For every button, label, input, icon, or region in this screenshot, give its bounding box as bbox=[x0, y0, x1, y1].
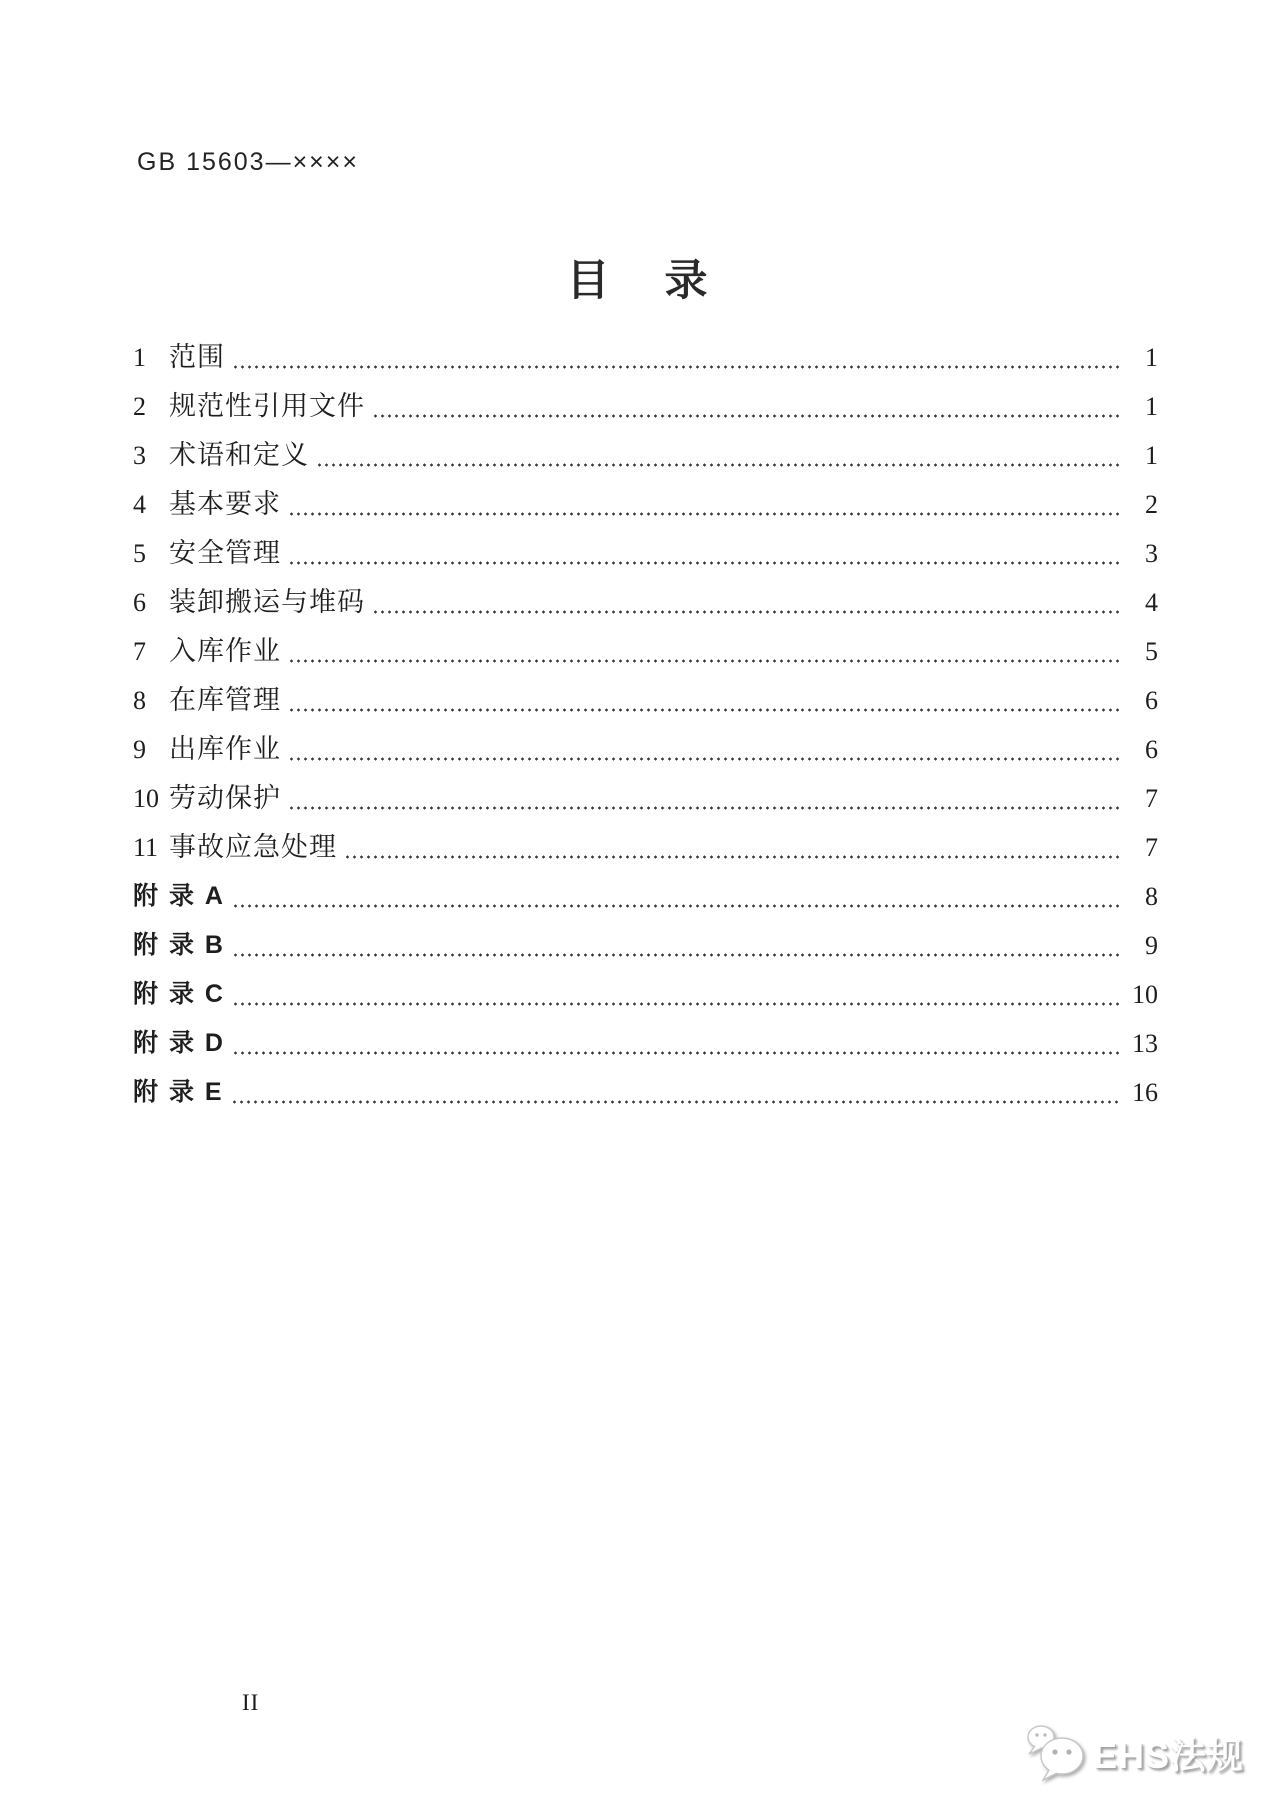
toc-entry[interactable] bbox=[133, 725, 1158, 774]
toc-entry-label: 术语和定义 bbox=[169, 440, 309, 470]
toc-entry[interactable] bbox=[133, 578, 1158, 627]
toc-entry-page: 3 bbox=[1145, 539, 1158, 568]
toc-entry-page: 5 bbox=[1145, 637, 1158, 666]
toc-entry-label: 在库管理 bbox=[169, 685, 281, 715]
toc-entry-page: 6 bbox=[1145, 686, 1158, 715]
toc-entry-label: 安全管理 bbox=[169, 538, 281, 568]
toc-entry-label: 装卸搬运与堆码 bbox=[169, 587, 365, 617]
watermark bbox=[1026, 1724, 1244, 1782]
toc-dot-leader bbox=[344, 855, 1120, 859]
toc-entry-label: 范围 bbox=[169, 342, 225, 372]
toc-entry-page: 8 bbox=[1145, 882, 1158, 911]
toc-entry[interactable] bbox=[133, 774, 1158, 823]
toc-title: 目 录 bbox=[566, 257, 714, 305]
toc-entry[interactable] bbox=[133, 529, 1158, 578]
toc-dot-leader bbox=[316, 463, 1120, 467]
toc-entry-number: 6 bbox=[133, 588, 146, 617]
toc-dot-leader bbox=[288, 561, 1120, 565]
toc-dot-leader bbox=[288, 757, 1120, 761]
toc-entry-number: 7 bbox=[133, 637, 146, 666]
toc-entry-number: 5 bbox=[133, 539, 146, 568]
toc-dot-leader bbox=[231, 1100, 1120, 1104]
watermark-text: EHS法规 bbox=[1092, 1734, 1244, 1776]
toc-entry-label: 附 录 A bbox=[133, 882, 225, 910]
toc-entry-number: 10 bbox=[133, 784, 159, 813]
toc-entry-number: 3 bbox=[133, 441, 146, 470]
toc-entry-label: 附 录 E bbox=[133, 1078, 224, 1106]
toc-entry[interactable] bbox=[133, 382, 1158, 431]
toc-entry-label: 劳动保护 bbox=[169, 783, 281, 813]
toc-entry-page: 10 bbox=[1132, 980, 1158, 1009]
toc-entry-label: 规范性引用文件 bbox=[169, 391, 365, 421]
toc-entry-number: 9 bbox=[133, 735, 146, 764]
toc-entry-page: 1 bbox=[1145, 343, 1158, 372]
toc-dot-leader bbox=[232, 1002, 1120, 1006]
toc-entry-page: 1 bbox=[1145, 392, 1158, 421]
toc-list bbox=[133, 333, 1158, 1117]
toc-entry-number: 11 bbox=[133, 833, 159, 862]
toc-dot-leader bbox=[288, 659, 1120, 663]
toc-entry-number: 4 bbox=[133, 490, 146, 519]
toc-entry-page: 7 bbox=[1145, 784, 1158, 813]
toc-dot-leader bbox=[232, 904, 1120, 908]
toc-entry-page: 2 bbox=[1145, 490, 1158, 519]
toc-dot-leader bbox=[232, 1051, 1120, 1055]
toc-entry-label: 出库作业 bbox=[169, 734, 281, 764]
toc-entry[interactable] bbox=[133, 431, 1158, 480]
toc-entry-number: 8 bbox=[133, 686, 146, 715]
toc-entry-appendix[interactable] bbox=[133, 1019, 1158, 1068]
standard-code: GB 15603—×××× bbox=[137, 148, 359, 176]
toc-entry-page: 13 bbox=[1132, 1029, 1158, 1058]
toc-entry-appendix[interactable] bbox=[133, 872, 1158, 921]
toc-entry-label: 入库作业 bbox=[169, 636, 281, 666]
toc-entry-appendix[interactable] bbox=[133, 970, 1158, 1019]
toc-dot-leader bbox=[372, 610, 1120, 614]
toc-entry-appendix[interactable] bbox=[133, 921, 1158, 970]
toc-entry-label: 附 录 D bbox=[133, 1029, 225, 1057]
toc-entry[interactable] bbox=[133, 333, 1158, 382]
toc-entry-label: 附 录 B bbox=[133, 931, 225, 959]
toc-entry-label: 基本要求 bbox=[169, 489, 281, 519]
toc-entry-label: 附 录 C bbox=[133, 980, 225, 1008]
toc-entry-appendix[interactable] bbox=[133, 1068, 1158, 1117]
toc-dot-leader bbox=[372, 414, 1120, 418]
toc-entry-page: 4 bbox=[1145, 588, 1158, 617]
toc-entry-number: 1 bbox=[133, 343, 146, 372]
toc-entry[interactable] bbox=[133, 823, 1158, 872]
toc-entry-label: 事故应急处理 bbox=[169, 832, 337, 862]
toc-entry-page: 16 bbox=[1132, 1078, 1158, 1107]
toc-entry[interactable] bbox=[133, 480, 1158, 529]
toc-entry-number: 2 bbox=[133, 392, 146, 421]
toc-entry[interactable] bbox=[133, 627, 1158, 676]
toc-dot-leader bbox=[232, 365, 1120, 369]
toc-entry-page: 7 bbox=[1145, 833, 1158, 862]
toc-dot-leader bbox=[288, 512, 1120, 516]
toc-dot-leader bbox=[232, 953, 1120, 957]
page-number: II bbox=[242, 1690, 260, 1715]
toc-entry[interactable] bbox=[133, 676, 1158, 725]
wechat-icon bbox=[1026, 1724, 1086, 1782]
toc-dot-leader bbox=[288, 708, 1120, 712]
toc-entry-page: 1 bbox=[1145, 441, 1158, 470]
toc-entry-page: 6 bbox=[1145, 735, 1158, 764]
toc-entry-page: 9 bbox=[1145, 931, 1158, 960]
toc-dot-leader bbox=[288, 806, 1120, 810]
